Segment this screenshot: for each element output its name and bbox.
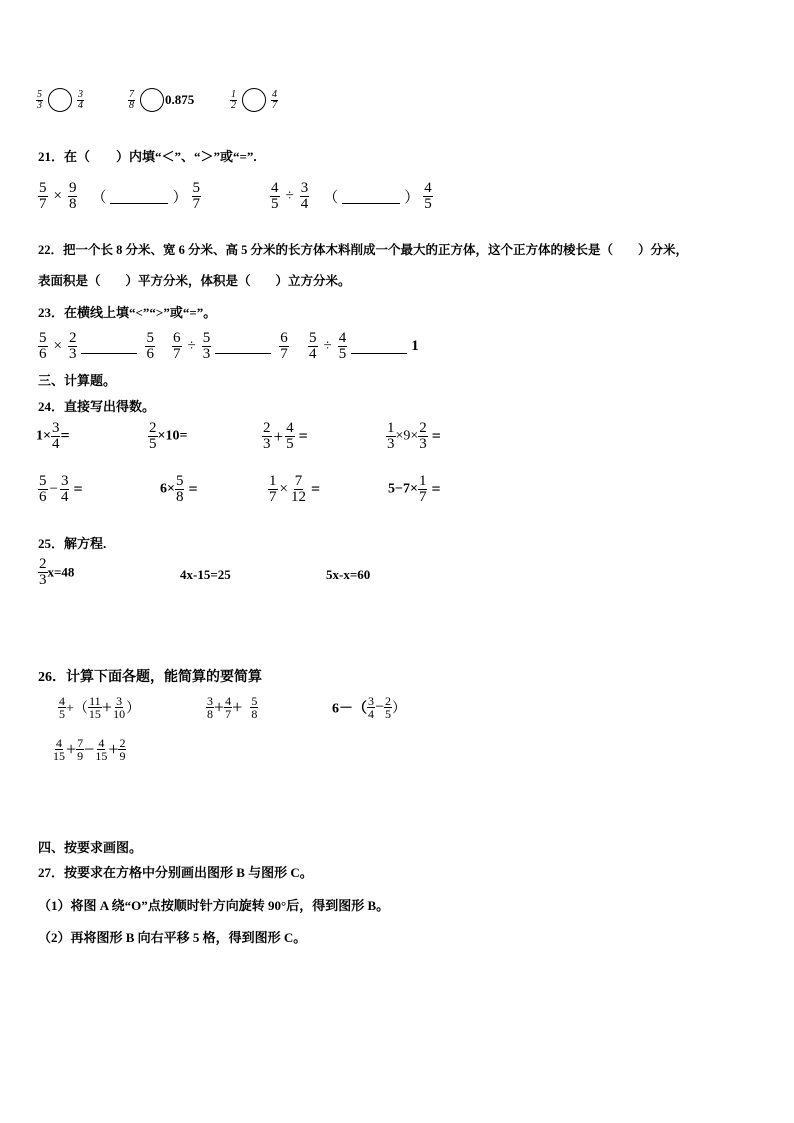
q21-expression-1: $\frac{5}{7}$ × $\frac{9}{8}$ （ ） $\frac{5}{7}$	[39, 180, 200, 212]
q25-equation-2: 4x-15=25	[180, 567, 231, 582]
answer-blank[interactable]	[342, 189, 400, 204]
question-22-line-1: 22．把一个长 8 分米、宽 6 分米、高 5 分米的长方体木料削成一个最大的正方体，这个正方体的棱长是（ ）分米，	[38, 243, 689, 257]
q25-equation-1: $\frac{2}{3}$ x=48	[39, 556, 75, 588]
fraction: $\frac{7}{8}$	[129, 88, 134, 111]
compare-circle[interactable]	[48, 88, 72, 112]
answer-line[interactable]	[81, 339, 137, 354]
fraction: $\frac{4}{7}$	[272, 88, 277, 111]
question-25-title: 25．解方程.	[38, 536, 107, 551]
question-23-title: 23．在横线上填“<”“>”或“=”。	[38, 305, 217, 320]
q24-item: 5−7× $\frac{1}{7}$ =	[388, 473, 441, 505]
q26-expression-2: $\frac{3}{8}$ + $\frac{4}{7}$ + $\frac{5}{8}$	[207, 694, 258, 721]
q24-item: 1× $\frac{3}{4}$ =	[36, 420, 70, 452]
q24-item: $\frac{5}{6}$ − $\frac{3}{4}$ =	[39, 473, 83, 505]
q24-item: 6× $\frac{5}{8}$ =	[160, 473, 198, 505]
q26-expression-1: $\frac{4}{5}$ +（ $\frac{11}{15}$ + $\frac{3}{10}$ ）	[59, 694, 141, 721]
q24-item: $\frac{1}{7}$ × $\frac{7}{12}$ =	[269, 473, 321, 505]
q23-expression-1: $\frac{5}{6}$ × $\frac{2}{3}$ $\frac{5}{6}$	[39, 330, 154, 362]
question-24-title: 24．直接写出得数。	[38, 399, 156, 414]
q23-expression-2: $\frac{6}{7}$ ÷ $\frac{5}{3}$ $\frac{6}{7}$	[173, 330, 288, 362]
question-22-line-2: 表面积是（ ）平方分米，体积是（ ）立方分米。	[38, 274, 351, 288]
question-27-step-2: （2）再将图形 B 向右平移 5 格，得到图形 C。	[38, 930, 307, 945]
q26-expression-4: $\frac{4}{15}$ + $\frac{7}{9}$ − $\frac{4}{15}$ + $\frac{2}{9}$	[53, 736, 126, 763]
compare-circle[interactable]	[140, 88, 164, 112]
compare-circle[interactable]	[242, 88, 266, 112]
fraction: $\frac{3}{4}$	[78, 88, 83, 111]
question-26-title: 26．计算下面各题，能简算的要简算	[38, 670, 262, 685]
question-27-title: 27．按要求在方格中分别画出图形 B 与图形 C。	[38, 865, 313, 880]
q24-item: $\frac{1}{3}$ ×9× $\frac{2}{3}$ =	[387, 420, 441, 452]
fraction: $\frac{1}{2}$	[231, 88, 236, 111]
q21-expression-2: $\frac{4}{5}$ ÷ $\frac{3}{4}$ （ ） $\frac{4}{5}$	[271, 180, 432, 212]
q24-item: $\frac{2}{5}$ ×10=	[149, 420, 188, 452]
q24-item: $\frac{2}{3}$ + $\frac{4}{5}$ =	[263, 420, 308, 452]
q25-equation-3: 5x-x=60	[326, 567, 371, 582]
fraction: $\frac{5}{3}$	[37, 88, 42, 111]
answer-line[interactable]	[351, 339, 407, 354]
question-27-step-1: （1）将图 A 绕“O”点按顺时针方向旋转 90°后，得到图形 B。	[38, 898, 390, 913]
q23-expression-3: $\frac{5}{4}$ ÷ $\frac{4}{5}$ 1	[309, 330, 419, 362]
compare-row: $\frac{7}{8}$ 0.875	[129, 88, 195, 111]
answer-line[interactable]	[215, 339, 271, 354]
q26-expression-3: 6－（ $\frac{3}{4}$ − $\frac{2}{5}$ ）	[332, 694, 407, 721]
section-4-heading: 四、按要求画图。	[38, 840, 143, 855]
question-21-title: 21．在（ ）内填“＜”、“＞”或“=”.	[38, 149, 257, 164]
section-3-heading: 三、计算题。	[38, 373, 117, 388]
compare-row	[36, 88, 84, 112]
answer-blank[interactable]	[110, 189, 168, 204]
compare-row	[230, 88, 278, 112]
